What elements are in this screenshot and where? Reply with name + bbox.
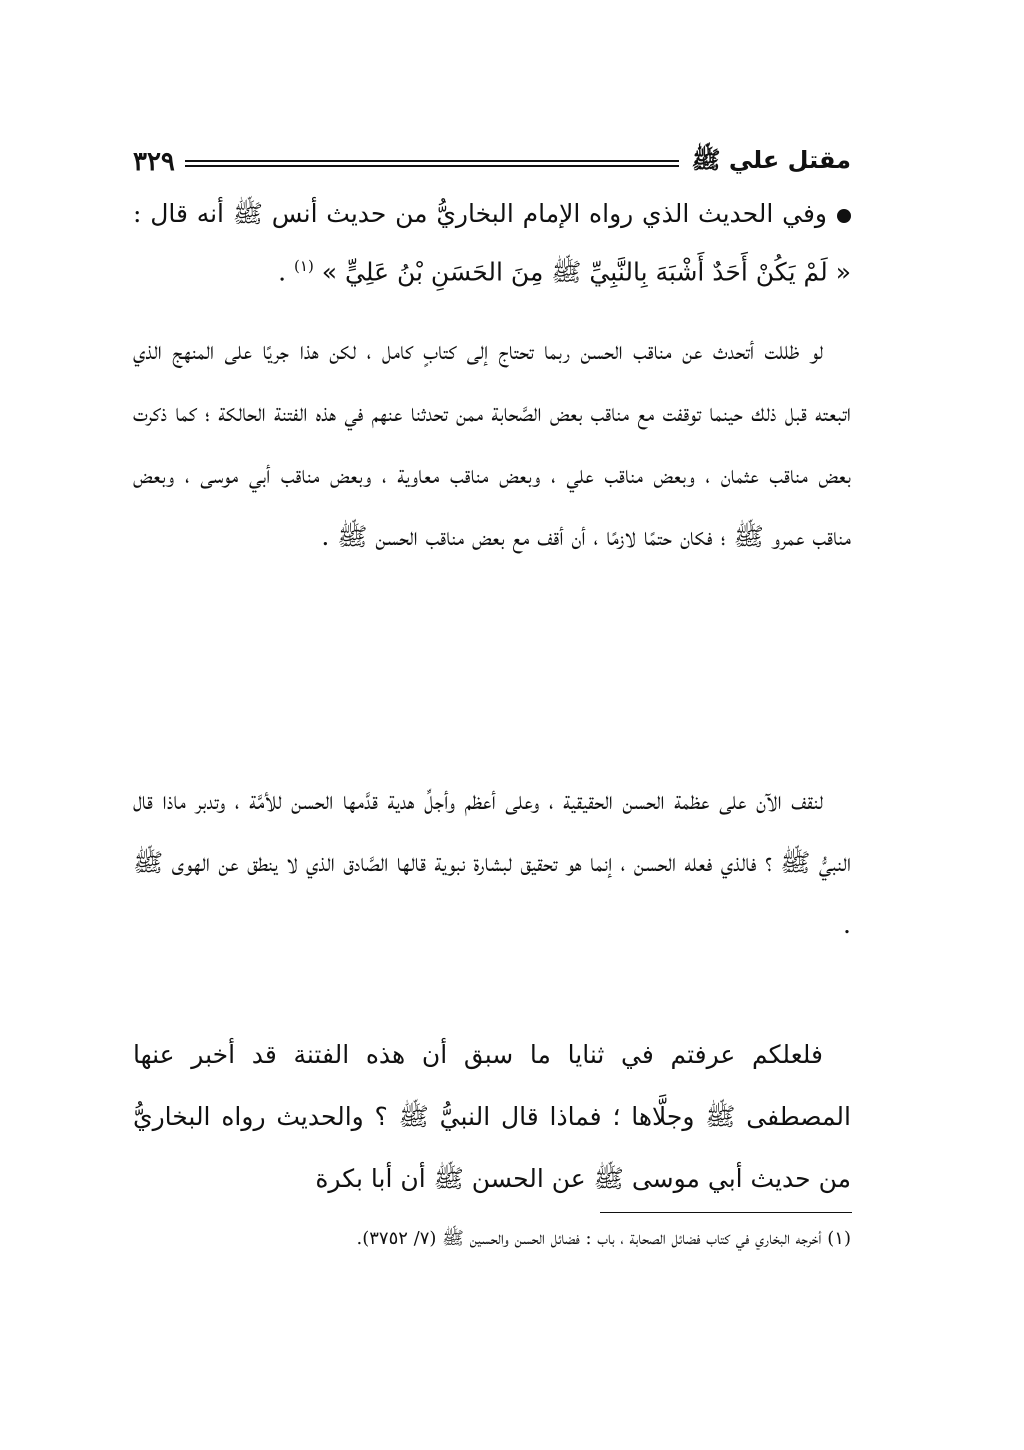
footnote-separator [600, 1212, 852, 1213]
page-number: ٣٢٩ [133, 147, 175, 177]
paragraph-3: فلعلكم عرفتم في ثنايا ما سبق أن هذه الفتنة قد أخبر عنها المصطفى ﷺ وجلَّاها ؛ فماذا قال النبيُّ ﷺ ؟ والحديث رواه البخاريُّ من حديث أبي موسى ﷺ عن الحسن ﷺ أن أبا بكرة [133, 1040, 851, 1193]
footnote-text: أخرجه البخاري في كتاب فضائل الصحابة ، باب : فضائل الحسن والحسين ﷺ (٧/ ٣٧٥٢). [356, 1228, 822, 1249]
intro-end: . [278, 257, 287, 287]
intro-prefix: أنه قال : [133, 199, 224, 228]
footnote-item [133, 1222, 851, 1256]
paragraph-2: لنقف الآن على عظمة الحسن الحقيقية ، وعلى أعظم وأجلِّ هدية قدَّمها الحسن للأمَّة ، وتدبر ماذا قال النبيُّ ﷺ ؟ فالذي فعله الحسن ، إنما هو تحقيق لبشارة نبوية قالها الصَّادق الذي لا ينطق عن الهوى ﷺ . [133, 786, 851, 939]
footnote-marker: (١) [827, 1228, 851, 1249]
footnotes [133, 1222, 851, 1256]
header-rule [185, 160, 680, 167]
intro-line-1: وفي الحديث الذي رواه الإمام البخاريُّ من حديث أنس ﷺ [232, 199, 827, 228]
hadith-quote: « لَمْ يَكُنْ أَحَدٌ أَشْبَهَ بِالنَّبِيِّ ﷺ مِنَ الحَسَنِ بْنُ عَلِيٍّ » [321, 257, 851, 287]
intro-hadith [133, 188, 851, 298]
footnote-ref: (١) [294, 257, 314, 275]
running-header [133, 142, 851, 182]
paragraph-1: لو ظللت أتحدث عن مناقب الحسن ربما تحتاج إلى كتابٍ كامل ، لكن هذا جريًا على المنهج الذي اتبعته قبل ذلك حينما توقفت مع مناقب بعض الصَّحابة ممن تحدثنا عنهم في هذه الفتنة الحالكة ؛ كما ذكرت بعض مناقب عثمان ، وبعض مناقب علي ، وبعض مناقب معاوية ، وبعض مناقب أبي موسى ، وبعض مناقب عمرو ﷺ ؛ فكان حتمًا لازمًا ، أن أقف مع بعض مناقب الحسن ﷺ . [133, 336, 851, 551]
bullet-icon [837, 209, 851, 223]
running-title: مقتل علي ﷺ [691, 145, 851, 174]
